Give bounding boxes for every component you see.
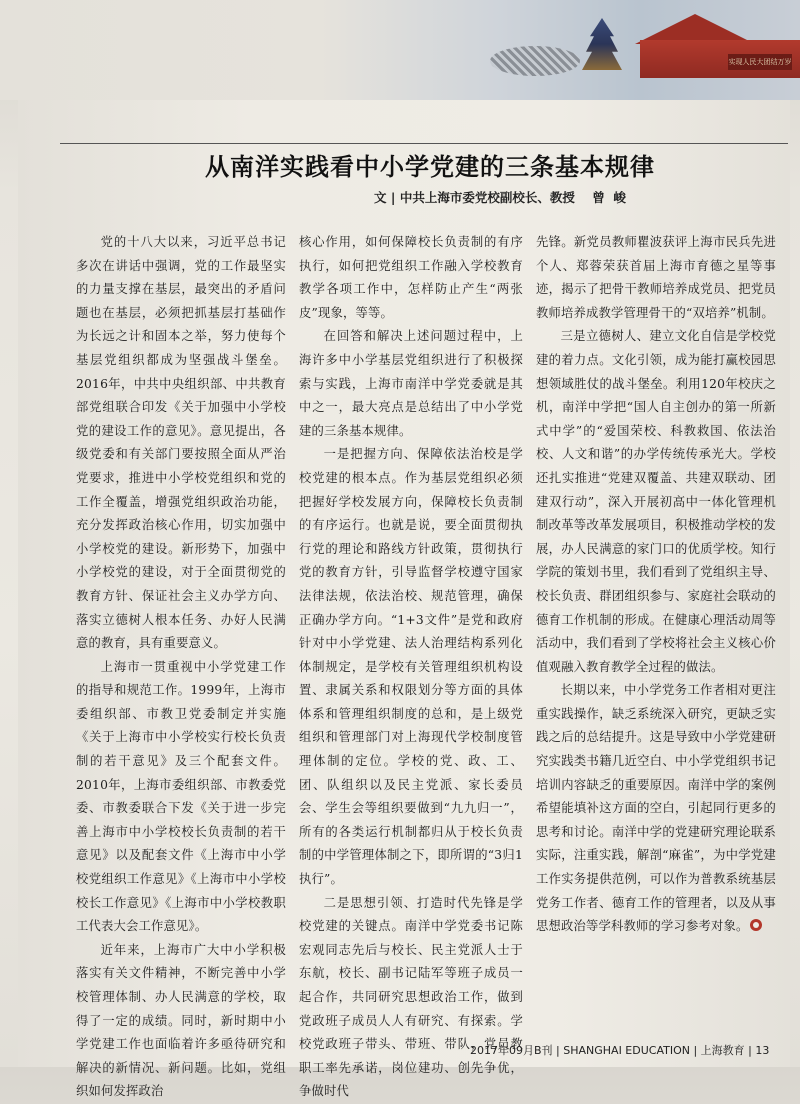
paragraph: 长期以来，中小学党务工作者相对更注重实践操作，缺乏系统深入研究，更缺乏实践之后的总结提升。这是导致中小学党建研究实践类书籍几近空白、中小学党组织书记培训内容缺乏的重要原因。南洋中学的案例希望能填补这方面的空白，引起同行更多的思考和讨论。南洋中学的党建研究理论联系实际，注重实践，解剖“麻雀”，为中学党建工作实务提供范例，可以作为普教系统基层党务工作者、德育工作的管理者，以及从事思想政治等学科教师的学习参考对象。 [536,683,776,934]
paragraph: 核心作用，如何保障校长负责制的有序执行，如何把党组织工作融入学校教育教学各项工作中，怎样防止产生“两张皮”现象，等等。 [299,235,523,320]
paragraph: 一是把握方向、保障依法治校是学校党建的根本点。作为基层党组织必须把握好学校发展方向，保障校长负责制的有序运行。也就是说，要全面贯彻执行党的理论和路线方针政策，贯彻执行党的教育方针，引导监督学校遵守国家法律法规，依法治校、规范管理，确保正确办学方向。“1+3文件”是党和政府针对中小学党建、法人治理结构系列化体制规定，是学校有关管理组织机构设置、隶属关系和权限划分等方面的具体体系和管理组织制度的总和，是上级党组织和管理部门对上海现代学校制度管理体制的定位。学校的党、政、工、团、队组织以及民主党派、家长委员会、学生会等组织要做到“九九归一”，所有的各类运行机制都归从于校长负责制的中学管理体制之下，即所谓的“3归1执行”。 [299,447,523,887]
title-rule [60,143,788,144]
paragraph: 在回答和解决上述问题过程中，上海许多中小学基层党组织进行了积极探索与实践，上海市南洋中学党委就是其中之一，最大亮点是总结出了中小学党建的三条基本规律。 [299,329,523,438]
paragraph: 上海市一贯重视中小学党建工作的指导和规范工作。1999年，上海市委组织部、市教卫党委制定并实施《关于上海市中小学校实行校长负责制的若干意见》及三个配套文件。2010年，上海市委组织部、市教委党委、市教委联合下发《关于进一步完善上海市中小学校校长负责制的若干意见》以及配套文件《上海市中小学校党组织工作意见》《上海市中小学校校长工作意见》《上海市中小学校教职工代表大会工作意见》。 [76,659,286,934]
stadium-illustration [490,46,580,76]
header-banner [0,0,800,100]
paragraph: 先锋。新党员教师瞿波获评上海市民兵先进个人、郑蓉荣获首届上海市育德之星等事迹，揭示了把骨干教师培养成党员、把党员教师培养成教学管理骨干的“双培养”机制。 [536,235,776,320]
paragraph: 二是思想引领、打造时代先锋是学校党建的关键点。南洋中学党委书记陈宏观同志先后与校长、民主党派人士于东航，校长、副书记陆军等班子成员一起合作，共同研究思想政治工作，做到党政班子成员人人有研究、有探索。学校党政班子带头、带班、带队，党员教职工率先承诺，岗位建功、创先争优，争做时代 [299,895,523,1099]
paragraph: 党的十八大以来，习近平总书记多次在讲话中强调，党的工作最坚实的力量支撑在基层，最突出的矛盾问题也在基层，必须把抓基层打基础作为长远之计和固本之举，努力使每个基层党组织都成为坚强战斗堡垒。2016年，中共中央组织部、中共教育部党组联合印发《关于加强中小学校党的建设工作的意见》。意见提出，各级党委和有关部门要按照全面从严治党要求，推进中小学校党组织和党的工作全覆盖，增强党组织政治功能，充分发挥政治核心作用，切实加强中小学校党的建设。新形势下，加强中小学校党的建设，对于全面贯彻党的教育方针、保证社会主义办学方向、落实立德树人根本任务、办好人民满意的教育，具有重要意义。 [76,235,286,651]
gate-sign: 实现人民大团结万岁 [728,54,792,70]
page-footer: 2017年09月B刊 | SHANGHAI EDUCATION | 上海教育 | 13 [470,1044,770,1057]
paragraph: 近年来，上海市广大中小学积极落实有关文件精神，不断完善中小学校管理体制、办人民满意的学校，取得了一定的成绩。同时，新时期中小学党建工作也面临着许多亟待研究和解决的新情况、新问题。比如，党组织如何发挥政治 [76,942,286,1099]
article-byline: 文 | 中共上海市委党校副校长、教授 曾 峻 [374,190,626,205]
text-column-3 [536,231,776,939]
text-column-1 [76,231,286,1104]
end-mark-icon [750,919,762,931]
article-title: 从南洋实践看中小学党建的三条基本规律 [205,153,655,181]
paragraph: 三是立德树人、建立文化自信是学校党建的着力点。文化引领，成为能打赢校园思想领域胜仗的战斗堡垒。利用120年校庆之机，南洋中学把“国人自主创办的第一所新式中学”的“爱国荣校、科教救国、依法治校、人文和谐”的办学传统传承光大。学校还扎实推进“党建双覆盖、共建双联动、团建双行动”，深入开展初高中一体化管理机制改革等改革发展项目，积极推动学校的发展，办人民满意的家门口的优质学校。知行学院的策划书里，我们看到了党组织主导、校长负责、群团组织参与、家庭社会联动的德育工作机制的形成。在健康心理活动周等活动中，我们看到了学校将社会主义核心价值观融入教育教学全过程的做法。 [536,329,776,674]
text-column-2 [299,231,523,1104]
